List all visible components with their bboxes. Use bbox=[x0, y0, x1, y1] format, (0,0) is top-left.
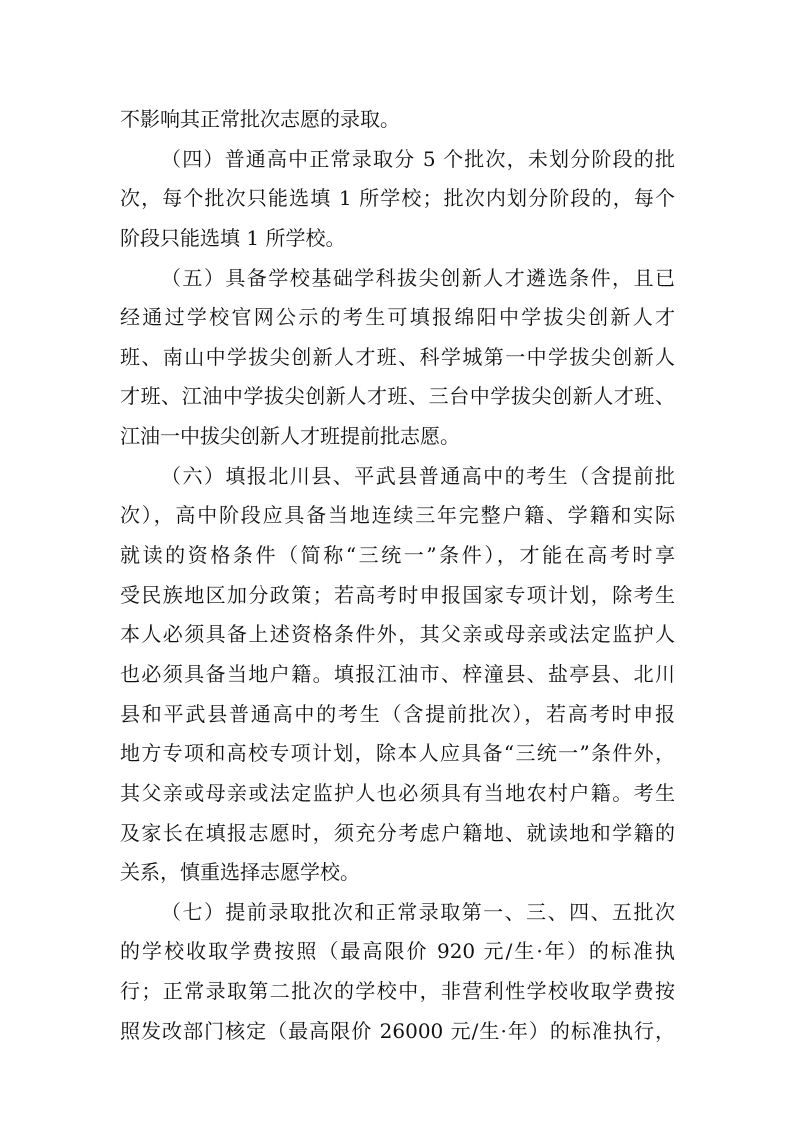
text-line: 关系，慎重选择志愿学校。 bbox=[120, 860, 360, 885]
text-line: 次，每个批次只能选填 1 所学校；批次内划分阶段的，每个 bbox=[120, 186, 675, 211]
text-line: （六）填报北川县、平武县普通高中的考生（含提前批 bbox=[161, 463, 675, 488]
text-line: 县和平武县普通高中的考生（含提前批次），若高考时申报 bbox=[120, 701, 675, 726]
text-line: 也必须具备当地户籍。填报江油市、梓潼县、盐亭县、北川 bbox=[120, 661, 675, 686]
text-line: 照发改部门核定（最高限价 26000 元/生·年）的标准执行， bbox=[120, 1018, 675, 1043]
text-line: 江油一中拔尖创新人才班提前批志愿。 bbox=[120, 424, 460, 449]
text-line: 班、南山中学拔尖创新人才班、科学城第一中学拔尖创新人 bbox=[120, 344, 675, 369]
text-line: 及家长在填报志愿时，须充分考虑户籍地、就读地和学籍的 bbox=[120, 820, 675, 845]
paragraph-item-6 bbox=[120, 457, 675, 893]
text-line: 次），高中阶段应具备当地连续三年完整户籍、学籍和实际 bbox=[120, 503, 675, 528]
paragraph-continuation bbox=[120, 100, 675, 140]
text-line: 不影响其正常批次志愿的录取。 bbox=[120, 107, 400, 131]
text-line: 本人必须具备上述资格条件外，其父亲或母亲或法定监护人 bbox=[120, 622, 675, 647]
paragraph-item-4 bbox=[120, 140, 675, 259]
text-line: （五）具备学校基础学科拔尖创新人才遴选条件，且已 bbox=[161, 265, 675, 290]
text-line: 其父亲或母亲或法定监护人也必须具有当地农村户籍。考生 bbox=[120, 780, 675, 805]
text-line: 阶段只能选填 1 所学校。 bbox=[120, 225, 346, 250]
text-line: 经通过学校官网公示的考生可填报绵阳中学拔尖创新人才 bbox=[120, 305, 675, 330]
document-body bbox=[120, 100, 675, 1051]
text-line: 受民族地区加分政策；若高考时申报国家专项计划，除考生 bbox=[120, 582, 675, 607]
text-line: （七）提前录取批次和正常录取第一、三、四、五批次 bbox=[161, 899, 675, 924]
text-line: 才班、江油中学拔尖创新人才班、三台中学拔尖创新人才班、 bbox=[120, 384, 675, 409]
text-line: 的学校收取学费按照（最高限价 920 元/生·年）的标准执 bbox=[120, 939, 675, 964]
text-line: （四）普通高中正常录取分 5 个批次，未划分阶段的批 bbox=[161, 146, 675, 171]
text-line: 地方专项和高校专项计划，除本人应具备“三统一”条件外， bbox=[120, 741, 675, 766]
paragraph-item-7 bbox=[120, 893, 675, 1052]
text-line: 行；正常录取第二批次的学校中，非营利性学校收取学费按 bbox=[120, 979, 675, 1004]
text-line: 就读的资格条件（简称“三统一”条件），才能在高考时享 bbox=[120, 543, 675, 568]
paragraph-item-5 bbox=[120, 259, 675, 457]
